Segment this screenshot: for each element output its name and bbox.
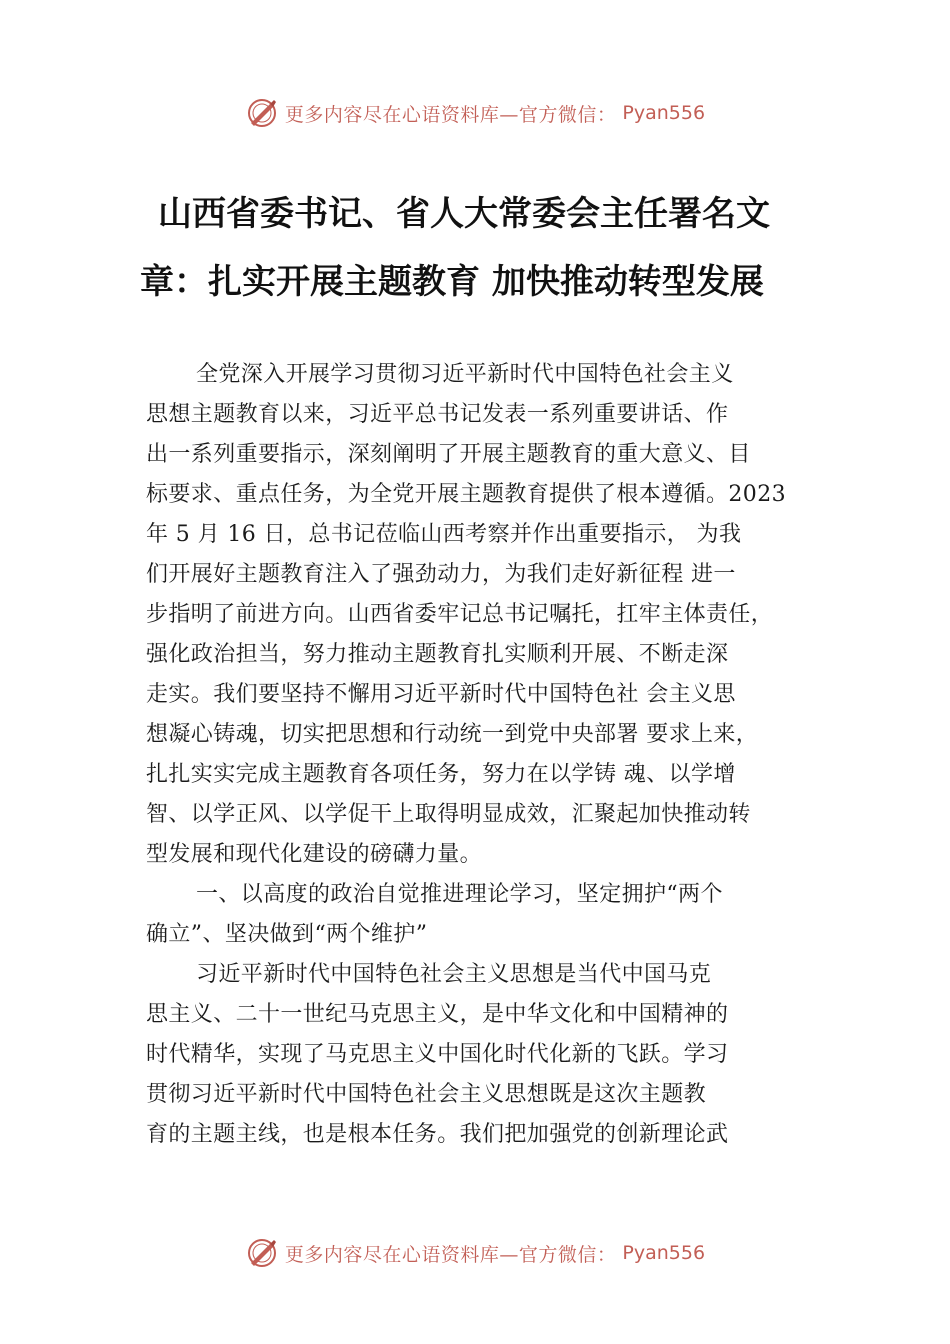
text-line: 全党深入开展学习贯彻习近平新时代中国特色社会主义 [196,362,734,387]
heading-line: 一、以高度的政治自觉推进理论学习，坚定拥护“两个 [196,882,723,907]
title-line-2: 章：扎实开展主题教育 加快推动转型发展 [140,262,764,302]
title-line-1: 山西省委书记、省人大常委会主任署名文 [158,194,770,234]
watermark-text: 更多内容尽在心语资料库—官方微信： [284,1243,617,1266]
wechat-id: Pyan556 [622,102,706,124]
text-line: 想凝心铸魂，切实把思想和行动统一到党中央部署 要求上来， [146,722,759,747]
text-line: 思想主题教育以来，习近平总书记发表一系列重要讲话、作 [146,402,729,427]
text-line: 走实。我们要坚持不懈用习近平新时代中国特色社 会主义思 [146,682,736,707]
top-watermark-banner [0,93,950,133]
text-line: 出一系列重要指示，深刻阐明了开展主题教育的重大意义、目 [146,442,751,467]
paragraph-2 [146,955,846,1155]
text-line: 习近平新时代中国特色社会主义思想是当代中国马克 [196,962,712,987]
text-line: 时代精华，实现了马克思主义中国化时代化新的飞跃。学习 [146,1042,729,1067]
text-line: 扎扎实实完成主题教育各项任务，努力在以学铸 魂、以学增 [146,762,736,787]
document-title [140,180,820,316]
text-line: 年 5 月 16 日，总书记莅临山西考察并作出重要指示， 为我 [146,522,742,547]
pen-seal-logo-icon [245,1236,279,1270]
text-line: 强化政治担当，努力推动主题教育扎实顺利开展、不断走深 [146,642,729,667]
bottom-watermark-banner [0,1233,950,1273]
wechat-id: Pyan556 [622,1242,706,1264]
pen-seal-logo-icon [245,96,279,130]
text-line: 型发展和现代化建设的磅礴力量。 [146,842,483,867]
text-line: 们开展好主题教育注入了强劲动力，为我们走好新征程 进一 [146,562,736,587]
document-body [146,355,846,1155]
watermark-text: 更多内容尽在心语资料库—官方微信： [284,103,617,126]
text-line: 标要求、重点任务，为全党开展主题教育提供了根本遵循。2023 [146,482,786,507]
section-heading-1 [146,875,846,955]
text-line: 步指明了前进方向。山西省委牢记总书记嘱托，扛牢主体责任， [146,602,774,627]
text-line: 思主义、二十一世纪马克思主义，是中华文化和中国精神的 [146,1002,729,1027]
text-line: 育的主题主线，也是根本任务。我们把加强党的创新理论武 [146,1122,729,1147]
paragraph-1 [146,355,846,875]
text-line: 智、以学正风、以学促干上取得明显成效，汇聚起加快推动转 [146,802,751,827]
text-line: 贯彻习近平新时代中国特色社会主义思想既是这次主题教 [146,1082,707,1107]
heading-line: 确立”、坚决做到“两个维护” [146,922,428,947]
